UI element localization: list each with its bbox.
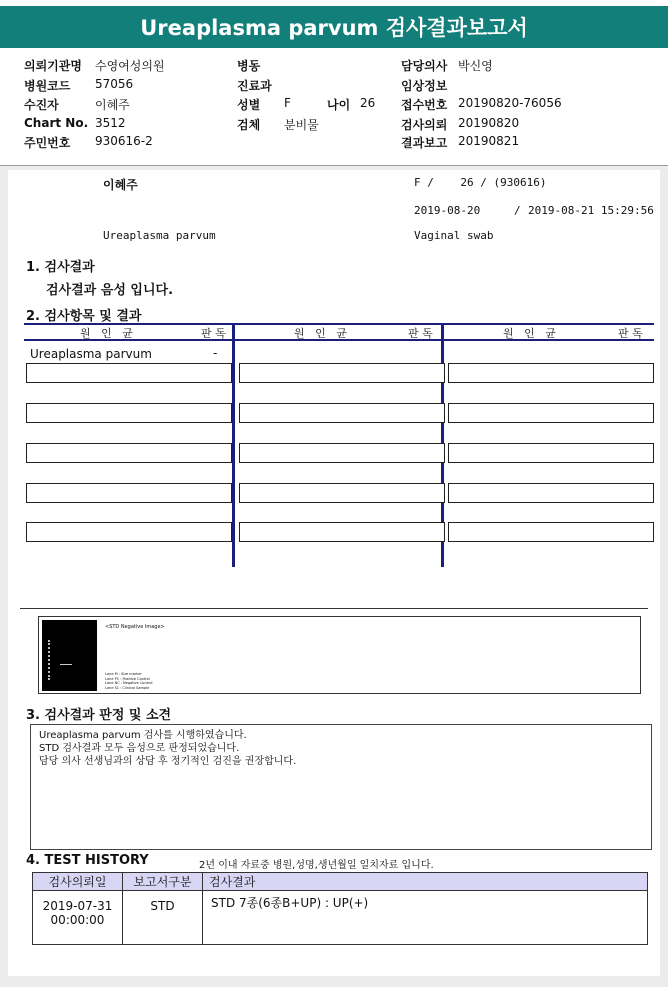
doctor-label: 담당의사 [401,59,448,73]
col2-organism-header: 원 인 균 [294,327,347,340]
report-date-label: 결과보고 [401,136,448,150]
dept-label: 진료과 [237,79,272,93]
gel-legend [105,672,153,690]
opinion-line: 담당 의사 선생님과의 상담 후 정기적인 검진을 권장합니다. [39,756,297,767]
section3-title: 3. 검사결과 판정 및 소견 [26,708,172,723]
legend-line: Lane M : Size marker [105,672,142,676]
history-note: 2년 이내 자료중 병원,성명,생년월일 일치자료 입니다. [199,860,434,871]
divider-line [20,608,648,609]
history-date: 2019-07-31 [42,899,113,913]
band [60,664,72,665]
gel-caption: <STD Negative Image> [105,624,165,630]
gel-image-panel [38,616,641,694]
result-cell [26,443,232,463]
chart-no-label: Chart No. [24,116,89,130]
history-time: 00:00:00 [50,913,105,927]
doctor-value: 박신영 [458,59,493,73]
clinical-label: 임상정보 [401,79,448,93]
result-cell [239,522,445,542]
sex-label: 성별 [237,98,261,112]
col1-judge-header: 판 독 [201,327,226,340]
specimen-label: 검체 [237,118,261,132]
legend-line: Lane NC : Negative Control [105,681,153,685]
gel-image [42,620,97,691]
history-date-cell [33,891,123,945]
request-value: 20190820 [458,116,520,130]
ward-label: 병동 [237,59,261,73]
legend-line: Lane PC : Positive Control [105,676,150,681]
history-header-date: 검사의뢰일 [33,873,123,891]
date-from: 2019-08-20 [414,204,481,217]
history-table [32,872,648,945]
result-cell [448,403,654,423]
date-to: 2019-08-21 15:29:56 [528,204,654,217]
patient-value: 이혜주 [95,98,130,112]
result-cell [26,483,232,503]
marker-lane [48,640,53,680]
table-row [33,891,648,945]
result-cell [448,522,654,542]
age-value: 26 [360,96,376,110]
reception-label: 접수번호 [401,98,448,112]
sample-type: Vaginal swab [414,229,494,242]
grid-divider-1 [232,323,235,567]
report-title: Ureaplasma parvum 검사결과보고서 [0,6,668,48]
history-header-type: 보고서구분 [123,873,203,891]
result-cell [26,403,232,423]
section1-title: 1. 검사결과 [26,260,95,275]
date-separator: / [514,204,521,217]
test-name: Ureaplasma parvum [103,229,216,242]
rrn-value: 930616-2 [95,134,153,148]
sex-age-birth: F / 26 / (930616) [414,176,547,189]
section1-result: 검사결과 음성 입니다. [46,283,174,298]
history-header-result: 검사결과 [203,873,648,891]
sex-value: F [284,96,291,110]
patient-name: 이혜주 [103,178,138,192]
hospital-code-value: 57056 [95,77,134,91]
result-cell [448,443,654,463]
opinion-line: Ureaplasma parvum 검사를 시행하였습니다. [39,730,247,741]
specimen-value: 분비물 [284,118,319,132]
age-label: 나이 [327,98,351,112]
report-date-value: 20190821 [458,134,520,148]
chart-no-value: 3512 [95,116,126,130]
result-cell [239,443,445,463]
patient-label: 수진자 [24,98,59,112]
legend-line: Lane S1 : Clinical Sample [105,685,150,690]
history-result: STD 7종(6종B+UP) : UP(+) [203,891,648,945]
request-label: 검사의뢰 [401,118,448,132]
col1-organism-header: 원 인 균 [80,327,133,340]
history-type: STD [123,891,203,945]
section4-title: 4. TEST HISTORY [26,853,149,868]
opinion-line: STD 검사결과 모두 음성으로 판정되었습니다. [39,743,240,754]
hospital-code-label: 병원코드 [24,79,71,93]
result-cell [239,403,445,423]
result-cell [448,483,654,503]
result-cell [26,522,232,542]
result-cell [448,363,654,383]
opinion-box [30,724,652,850]
section2-title: 2. 검사항목 및 결과 [26,309,142,324]
col3-organism-header: 원 인 균 [503,327,556,340]
col3-judge-header: 판 독 [618,327,643,340]
result-cell [239,483,445,503]
result-item-judgement: - [213,346,218,360]
institution-value: 수영여성의원 [95,59,165,73]
result-item-organism: Ureaplasma parvum [30,347,152,361]
institution-label: 의뢰기관명 [24,59,82,73]
reception-value: 20190820-76056 [458,96,562,110]
result-cell [239,363,445,383]
rrn-label: 주민번호 [24,136,71,150]
result-cell [26,363,232,383]
col2-judge-header: 판 독 [408,327,433,340]
